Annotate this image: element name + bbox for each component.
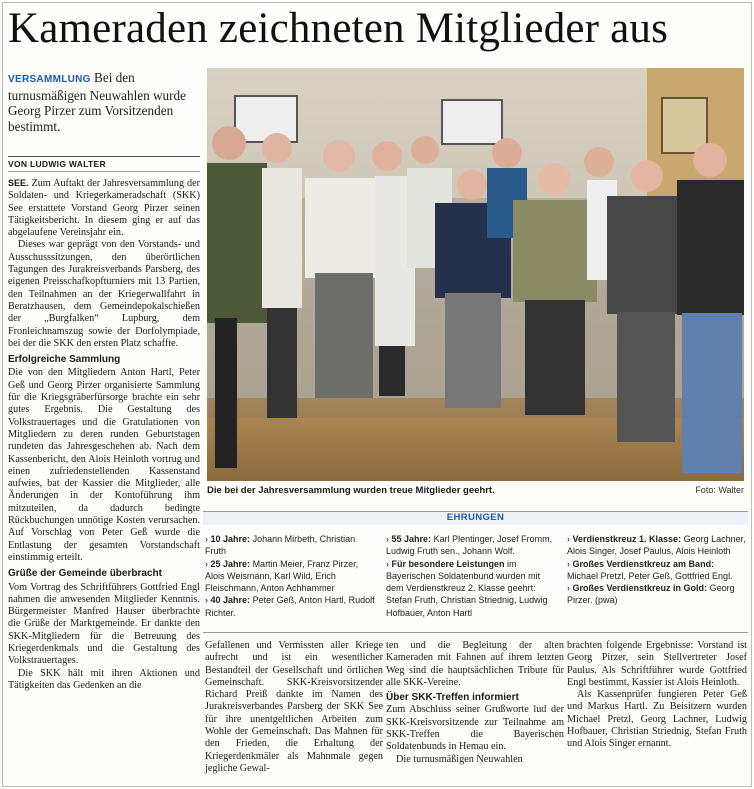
article-column-1 [8, 177, 200, 692]
kicker: VERSAMMLUNG [8, 74, 91, 85]
group-photo [207, 68, 744, 481]
paragraph: Gefallenen und Vermissten aller Kriege aufrecht und ist ein wesentlicher Bestandteil der Gesellschaft und örtlichen Gemeinschaft. SKK-Kreisvorsitzender Richard Preiß dankte im Namen des Jurakreisverbandes Parsberg der SKK See für ihre unentgeltlichen Arbeiten zum Wohle der Gemeinschaft. Das Mahnen für den Frieden, die Erhaltung der Kriegerdenkmäler als Mahnmale gegen jegliche Gewal- [205, 640, 383, 774]
photo-credit: Foto: Walter [695, 485, 744, 495]
paragraph: Dieses war geprägt von den Vorstands- und Ausschusssitzungen, den überörtlichen Tagungen des Jurakreisverbands Parsberg, des eigenen Preisschafkopfturniers mit 13 Partien, den Teilnahmen an der Kriegerwallfahrt in Beratzhausen, dem Gemeindepokalschießen der „Burgfalken“ Lupburg, dem Fronleichnamszug sowie der Dorfolympiade, bei der die SKK den ersten Platz schaffte. [8, 239, 200, 349]
paragraph: brachten folgende Ergebnisse: Vorstand ist Georg Pirzer, sein Stellvertreter Josef Paulus. Als Schriftführer wurde Gottfried Engl bestimmt, Kassier ist Alois Heinloth. [567, 640, 747, 688]
caption-text: Die bei der Jahresversammlung wurden treue Mitglieder geehrt. [207, 485, 495, 496]
ehrungen-column-3 [567, 533, 747, 607]
ehrungen-column-1 [205, 533, 377, 619]
group-photo-illustration [207, 68, 744, 481]
honor-item: › 25 Jahre: Martin Meier, Franz Pirzer, Alois Weismann, Karl Wild, Erich Fleischmann, Anton Achhammer [205, 558, 359, 594]
paragraph [8, 177, 200, 239]
paragraph-text: Zum Auftakt der Jahresversammlung der Soldaten- und Kriegerkameradschaft (SKK) See erstattete Vorstand Georg Pirzer seinen Tätigkeitsbericht. In diesem ging er auf das abgelaufene Vereinsjahr ein. [8, 178, 200, 239]
dateline: SEE. [8, 178, 29, 188]
paragraph: ten und die Begleitung der alten Kameraden mit Fahnen auf ihrem letzten Weg sind die hauptsächlichen Tribute für alle SKK-Vereine. [386, 640, 564, 688]
paragraph: Zum Abschluss seiner Grußworte lud der SKK-Kreisvorsitzende zur Teilnahme am SKK-Treffen die Bayerischen Soldatenbunds in Hemau ein. [386, 704, 564, 753]
headline: Kameraden zeichneten Mitglieder aus [8, 5, 669, 52]
honor-item: › Großes Verdienstkreuz in Gold: Georg Pirzer. (pwa) [567, 583, 735, 606]
paragraph: Die turnusmäßigen Neuwahlen [396, 753, 523, 765]
paragraph: Die SKK hält mit ihren Aktionen und Tätigkeiten das Gedenken an die [8, 667, 200, 691]
ehrungen-heading: EHRUNGEN [203, 511, 748, 525]
divider [203, 632, 748, 633]
honor-item: › Für besondere Leistungen im Bayerischen Soldatenbund wurden mit dem Verdienstkreuz 2. Klasse geehrt: Stefan Fruth, Christian Striednig, Ludwig Hofbauer, Anton Hartl [386, 558, 548, 618]
article-column-3 [386, 640, 564, 766]
author-byline: VON LUDWIG WALTER [8, 156, 200, 172]
honor-item: › 40 Jahre: Peter Geß, Anton Hartl, Rudolf Richter. [205, 595, 375, 618]
paragraph: Als Kassenprüfer fungieren Peter Geß und Markus Hartl. Zu Beisitzern wurden Michael Pretzl, Georg Lachner, Ludwig Hofbauer, Christian Striednig, Stefan Fruth und Alois Singer ernannt. [567, 689, 747, 750]
honor-item: › Großes Verdienstkreuz am Band: Michael Pretzl, Peter Geß, Gottfried Engl. [567, 558, 733, 581]
honor-item: › 10 Jahre: Johann Mirbeth, Christian Fruth [205, 534, 356, 557]
honor-item: › 55 Jahre: Karl Plentinger, Josef Fromm, Ludwig Fruth sen., Johann Wolf. [386, 534, 553, 557]
article-column-4 [567, 640, 747, 751]
subheading: Grüße der Gemeinde überbracht [8, 568, 162, 580]
paragraph: Die von den Mitgliedern Anton Hartl, Peter Geß und Georg Pirzer organisierte Sammlung für die Kriegsgräberfürsorge brachte ein sehr gutes Ergebnis. Die Gestaltung des Volkstrauertages und die Gratulationen von Mitgliedern zu deren runden Geburtstagen rundeten das Jahresgeschehen ab. Nach dem Kassenbericht, den Alois Heinloth vortrug und einen zufriedenstellenden Kassenstand aufwies, bat der Kassier die Mitglieder, alle Änderungen in der Kontoführung ihm mitzuteilen, da dadurch bedingte Rückbuchungen unnötige Kosten verursachen. Auf Vorschlag von Peter Geß wurde die Entlastung der gesamten Vorstandschaft einstimmig erteilt. [8, 367, 200, 563]
subheading: Über SKK-Treffen informiert [386, 692, 519, 704]
photo-caption [207, 485, 744, 496]
lead-paragraph [8, 70, 200, 134]
paragraph: Vom Vortrag des Schriftführers Gottfried Engl nahmen die anwesenden Mitglieder Kenntnis. Bürgermeister Manfred Hauser überbrachte die Grüße der Marktgemeinde. Er dankte den SKK-Mitgliedern für die Betreuung des Kriegerdenkmals und die Gestaltung des Volkstrauertages. [8, 581, 200, 667]
honor-item: › Verdienstkreuz 1. Klasse: Georg Lachner, Alois Singer, Josef Paulus, Alois Heinloth [567, 534, 746, 557]
article-column-2 [205, 640, 383, 775]
subheading: Erfolgreiche Sammlung [8, 354, 121, 366]
ehrungen-column-2 [386, 533, 558, 619]
lead-text: Bei den turnusmäßigen Neuwahlen wurde Georg Pirzer zum Vorsitzenden bestimmt. [8, 70, 186, 134]
